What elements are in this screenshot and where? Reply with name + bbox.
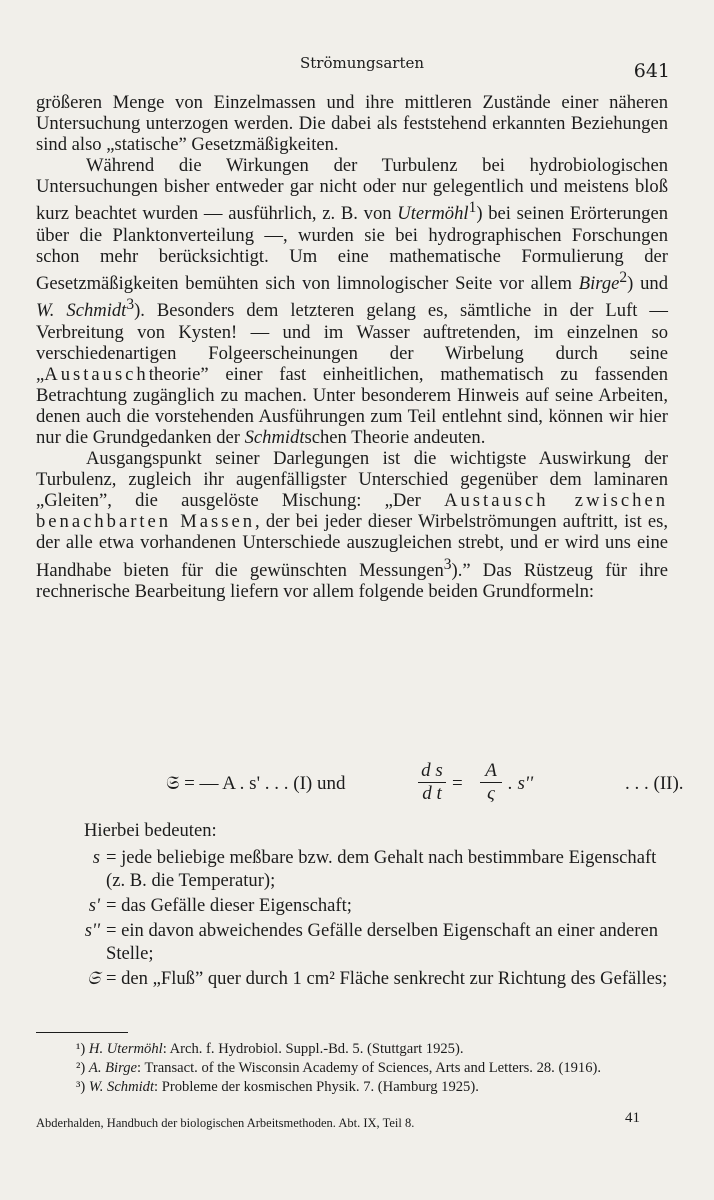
- page-header: [0, 50, 714, 80]
- formula-block: [0, 760, 714, 808]
- page-number: 641: [633, 60, 670, 82]
- author-schmidt-2: Schmidt: [244, 426, 305, 448]
- text-segment: ). Besonders dem letzteren gelang es, sämtliche in der Luft — Verbreitung von Kysten! — und im Wasser auftretenden, im einzelnen so verschiedenartigen Folgeerscheinungen der Wirbelung durch seine „: [36, 300, 669, 385]
- footnote-1: [36, 1040, 668, 1059]
- paragraph-1: größeren Menge von Einzelmassen und ihre mittleren Zustände einer näheren Untersuchung unterzogen werden. Die dabei als feststehend erkannten Beziehungen sind also „statische” Gesetzmäßigkeiten.: [36, 92, 668, 156]
- text-segment: ).” Das Rüstzeug für ihre rechnerische Bearbeitung liefern vor allem folgende beiden Grundformeln:: [36, 559, 668, 602]
- footnotes: [36, 1040, 668, 1097]
- footnote-author: H. Utermöhl: [88, 1041, 163, 1057]
- spaced-term: Austausch zwischen benachbarten Massen: [36, 490, 668, 533]
- fraction-numerator: d s: [418, 760, 446, 783]
- footnote-ref: 2: [619, 268, 628, 286]
- text-segment: theorie” einer fast einheitlichen, mathematisch zu fassenden Betrachtung zugänglich zu machen. Unter besonderem Hinweis auf seine Arbeiten, denen auch die vorstehenden Ausführungen zum Teil entlehnt sind, können wir hier nur die Grundgedanken der: [36, 363, 668, 448]
- definition-item: [36, 919, 668, 965]
- footnote-2: [36, 1059, 668, 1078]
- paragraph-3: [36, 448, 668, 602]
- definition-symbol: s'': [84, 920, 100, 941]
- definitions-intro: Hierbei bedeuten:: [84, 820, 217, 841]
- definition-item: [36, 967, 668, 990]
- footnote-rule: [36, 1032, 128, 1033]
- body-text: [36, 92, 668, 602]
- footnote-mark: ¹): [76, 1041, 86, 1057]
- footnote-author: A. Birge: [88, 1060, 137, 1076]
- footnote-author: W. Schmidt: [88, 1079, 155, 1095]
- definition-symbol: 𝔖: [86, 968, 100, 989]
- footnote-ref: 3: [443, 555, 452, 573]
- fraction-a-rho: [480, 760, 502, 805]
- text-segment: Ausgangspunkt seiner Darlegungen ist die wichtigste Auswirkung der Turbulenz, zugleich ihr augenfälligster Unterschied gegenüber dem laminaren „Gleiten”, die ausgelöste Mischung: „Der: [36, 448, 668, 512]
- running-title: Strömungsarten: [300, 54, 425, 72]
- text-segment: , der bei jeder dieser Wirbelströmungen auftritt, ist es, der alle etwa vorhandenen Unterschiede auszugleichen strebt, und er wird uns eine Handhabe bieten für die gewünschten Messungen: [36, 511, 669, 581]
- text-segment: Während die Wirkungen der Turbulenz bei hydrobiologischen Untersuchungen bisher entweder gar nicht oder nur gelegentlich und meistens bloß kurz beachtet wurden — ausführlich, z. B. von: [36, 155, 668, 225]
- definition-item: [36, 846, 668, 892]
- text-segment: ) und: [627, 273, 669, 295]
- fraction-denominator: ς: [487, 783, 495, 804]
- author-birge: Birge: [578, 273, 620, 295]
- footnote-3: [36, 1078, 668, 1097]
- fraction-numerator: A: [480, 760, 502, 783]
- definition-symbol: s': [88, 895, 100, 916]
- author-schmidt: W. Schmidt: [36, 300, 127, 322]
- fraction-ds-dt: [418, 760, 446, 805]
- definition-item: [36, 894, 668, 917]
- definition-text: = jede beliebige meßbare bzw. dem Gehalt nach bestimmbare Eigenschaft (z. B. die Temperatur);: [106, 847, 657, 891]
- footnote-ref: 1: [468, 199, 477, 217]
- formula-two-label: . . . (II).: [625, 773, 684, 794]
- footer-citation: Abderhalden, Handbuch der biologischen Arbeitsmethoden. Abt. IX, Teil 8.: [36, 1116, 415, 1130]
- spaced-term: Austausch: [44, 363, 149, 385]
- paragraph-2: [36, 155, 668, 448]
- footnote-mark: ³): [76, 1079, 86, 1095]
- definitions-list: [36, 846, 668, 992]
- footnote-text: : Transact. of the Wisconsin Academy of Sciences, Arts and Letters. 28. (1916).: [137, 1060, 602, 1076]
- footnote-text: : Probleme der kosmischen Physik. 7. (Hamburg 1925).: [154, 1079, 479, 1095]
- definition-text: = das Gefälle dieser Eigenschaft;: [106, 895, 352, 916]
- formula-two-rhs: . s'': [508, 773, 534, 794]
- author-utermoehl: Utermöhl: [397, 203, 469, 225]
- formula-one: 𝔖 = — A . s' . . . (I) und: [166, 773, 346, 794]
- equals-sign: =: [452, 773, 463, 794]
- page-footer: [36, 1110, 668, 1131]
- footnote-mark: ²): [76, 1060, 86, 1076]
- footnote-text: : Arch. f. Hydrobiol. Suppl.-Bd. 5. (Stuttgart 1925).: [162, 1041, 464, 1057]
- text-segment: ) bei seinen Erörterungen über die Planktonverteilung —, wurden sie bei hydrographischen Forschungen schon mehr berücksichtigt. Um eine mathematische Formulierung der Gesetzmäßigkeiten bemühten sich von limnologischer Seite vor allem: [36, 203, 668, 295]
- fraction-denominator: d t: [422, 783, 442, 804]
- footnote-ref: 3: [126, 296, 135, 314]
- definition-text: = den „Fluß” quer durch 1 cm² Fläche senkrecht zur Richtung des Gefälles;: [106, 968, 668, 989]
- text-segment: schen Theorie andeuten.: [304, 426, 486, 448]
- signature-mark: 41: [625, 1110, 640, 1126]
- definition-symbol: s: [92, 847, 100, 868]
- definition-text: = ein davon abweichendes Gefälle derselben Eigenschaft an einer anderen Stelle;: [106, 920, 659, 964]
